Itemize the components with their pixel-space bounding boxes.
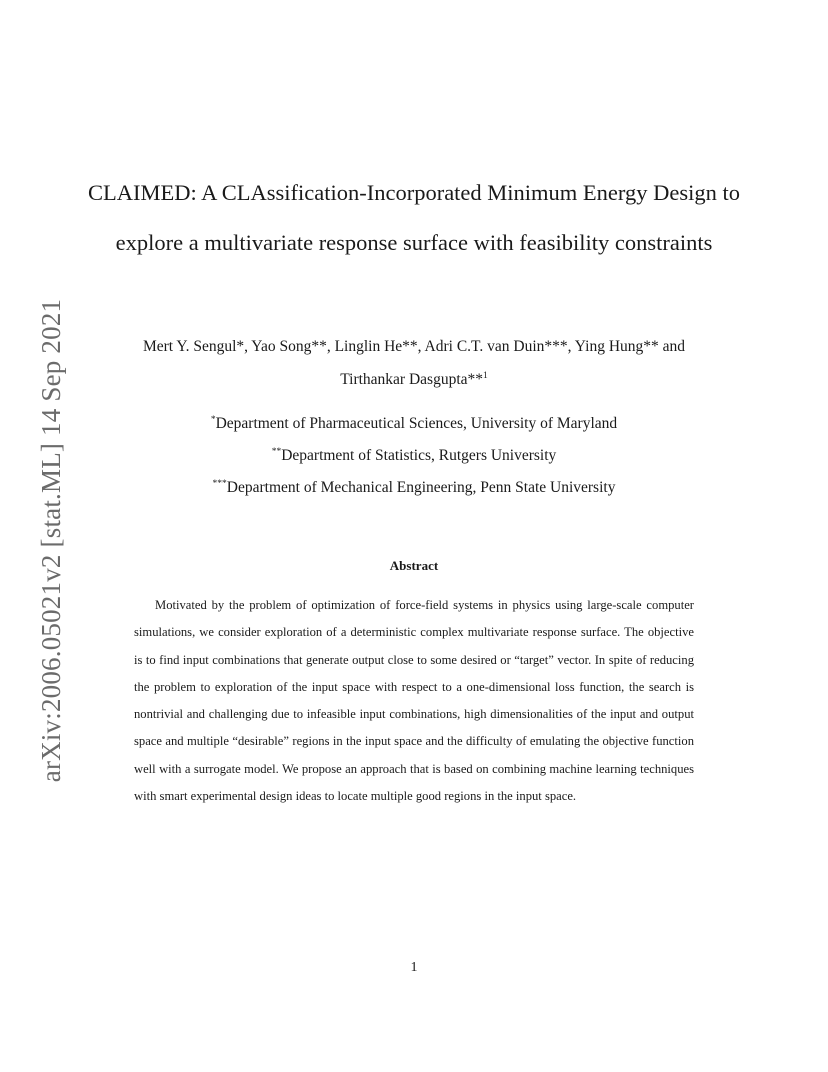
- affiliation-marker: **: [271, 447, 282, 457]
- arxiv-identifier: arXiv:2006.05021v2 [stat.ML] 14 Sep 2021: [36, 298, 67, 782]
- affiliation: [80, 440, 748, 472]
- affiliation-text: Department of Mechanical Engineering, Penn State University: [226, 479, 616, 496]
- author-name: Tirthankar Dasgupta**: [340, 371, 484, 388]
- affiliation: [80, 408, 748, 440]
- affiliation-marker: ***: [212, 479, 227, 489]
- author-footnote-marker: 1: [483, 371, 488, 381]
- affiliation-text: Department of Statistics, Rutgers University: [281, 447, 557, 464]
- affiliation-text: Department of Pharmaceutical Sciences, University of Maryland: [215, 415, 618, 432]
- abstract-body: Motivated by the problem of optimization of force-field systems in physics using large-scale computer simulations, we consider exploration of a deterministic complex multivariate response surface. The objective is to find input combinations that generate output close to some desired or “target” vector. In spite of reducing the problem to exploration of the input space with respect to a one-dimensional loss function, the search is nontrivial and challenging due to infeasible input combinations, high dimensionalities of the input and output space and multiple “desirable” regions in the input space and the difficulty of emulating the objective function well with a surrogate model. We propose an approach that is based on combining machine learning techniques with smart experimental design ideas to locate multiple good regions in the input space.: [134, 598, 694, 804]
- arxiv-watermark: [37, 300, 67, 780]
- affiliation-marker: *: [210, 415, 216, 425]
- abstract-heading: Abstract: [389, 558, 439, 573]
- paper-title: CLAIMED: A CLAssification-Incorporated Minimum Energy Design to explore a multivariate response surface with feasibility constraints: [88, 180, 740, 255]
- author-line-2: [80, 363, 748, 396]
- affiliation: [80, 472, 748, 504]
- author-line-1: Mert Y. Sengul*, Yao Song**, Linglin He**, Adri C.T. van Duin***, Ying Hung** and: [142, 338, 686, 355]
- page-number: 1: [410, 960, 418, 975]
- author-list: [80, 330, 748, 396]
- affiliation-list: [80, 408, 748, 504]
